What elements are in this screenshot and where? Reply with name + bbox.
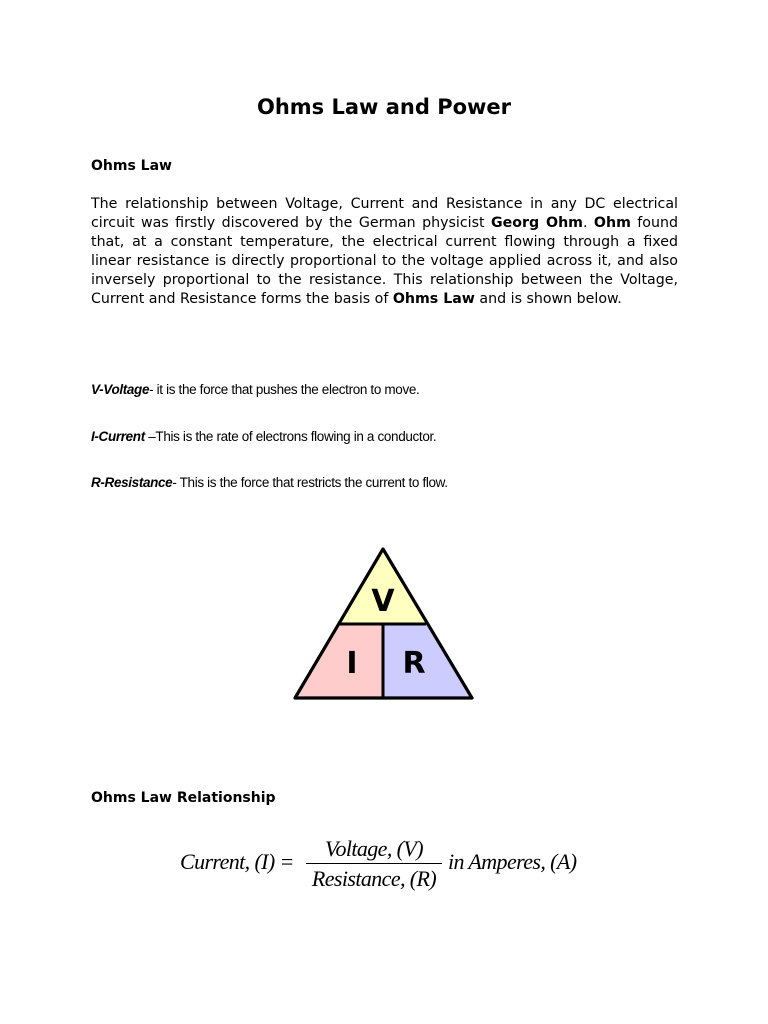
- page-title: Ohms Law and Power: [256, 95, 512, 119]
- triangle-label-v: V: [371, 584, 395, 619]
- definition-term: V-Voltage: [91, 382, 150, 397]
- ohms-law-triangle: [290, 545, 480, 703]
- triangle-label-r: R: [402, 646, 426, 681]
- definition-voltage: [91, 381, 419, 399]
- formula-denominator: Resistance, (R): [311, 866, 437, 891]
- definition-resistance: [91, 474, 448, 492]
- formula-fraction: [306, 836, 442, 892]
- triangle-left-region: [295, 624, 383, 698]
- intro-text-1: The relationship between Voltage, Current and Resistance in any DC electrical circuit was firstly discovered by the German physicist: [91, 196, 678, 231]
- section-heading-relationship: Ohms Law Relationship: [91, 790, 276, 806]
- intro-text-2: .: [582, 215, 594, 231]
- definition-text: –This is the rate of electrons flowing in a conductor.: [144, 429, 437, 444]
- intro-bold-georg-ohm: Georg Ohm: [490, 215, 583, 231]
- definition-current: [91, 428, 436, 446]
- formula-lhs: Current, (I) =: [180, 849, 294, 874]
- definition-text: - This is the force that restricts the current to flow.: [172, 475, 448, 490]
- triangle-right-region: [383, 624, 472, 698]
- formula-rhs: in Amperes, (A): [448, 849, 577, 874]
- triangle-label-i: I: [346, 646, 358, 681]
- intro-text-4: and is shown below.: [474, 291, 622, 307]
- ohms-law-formula: [180, 836, 600, 896]
- intro-text-3: found that, at a constant temperature, the electrical current flowing through a fixed linear resistance is directly proportional to the voltage applied across it, and also inversely proportional to the resistance. This relationship between the Voltage, Current and Resistance forms the basis of: [91, 215, 678, 307]
- section-heading-ohms-law: Ohms Law: [91, 158, 172, 174]
- definition-text: - it is the force that pushes the electron to move.: [149, 382, 420, 397]
- intro-paragraph: [91, 195, 678, 309]
- intro-bold-ohm: Ohm: [593, 215, 631, 231]
- fraction-bar: [306, 863, 442, 864]
- definition-term: I-Current: [91, 429, 145, 444]
- definition-term: R-Resistance: [91, 475, 173, 490]
- intro-bold-ohms-law: Ohms Law: [392, 291, 475, 307]
- formula-numerator: Voltage, (V): [325, 836, 423, 861]
